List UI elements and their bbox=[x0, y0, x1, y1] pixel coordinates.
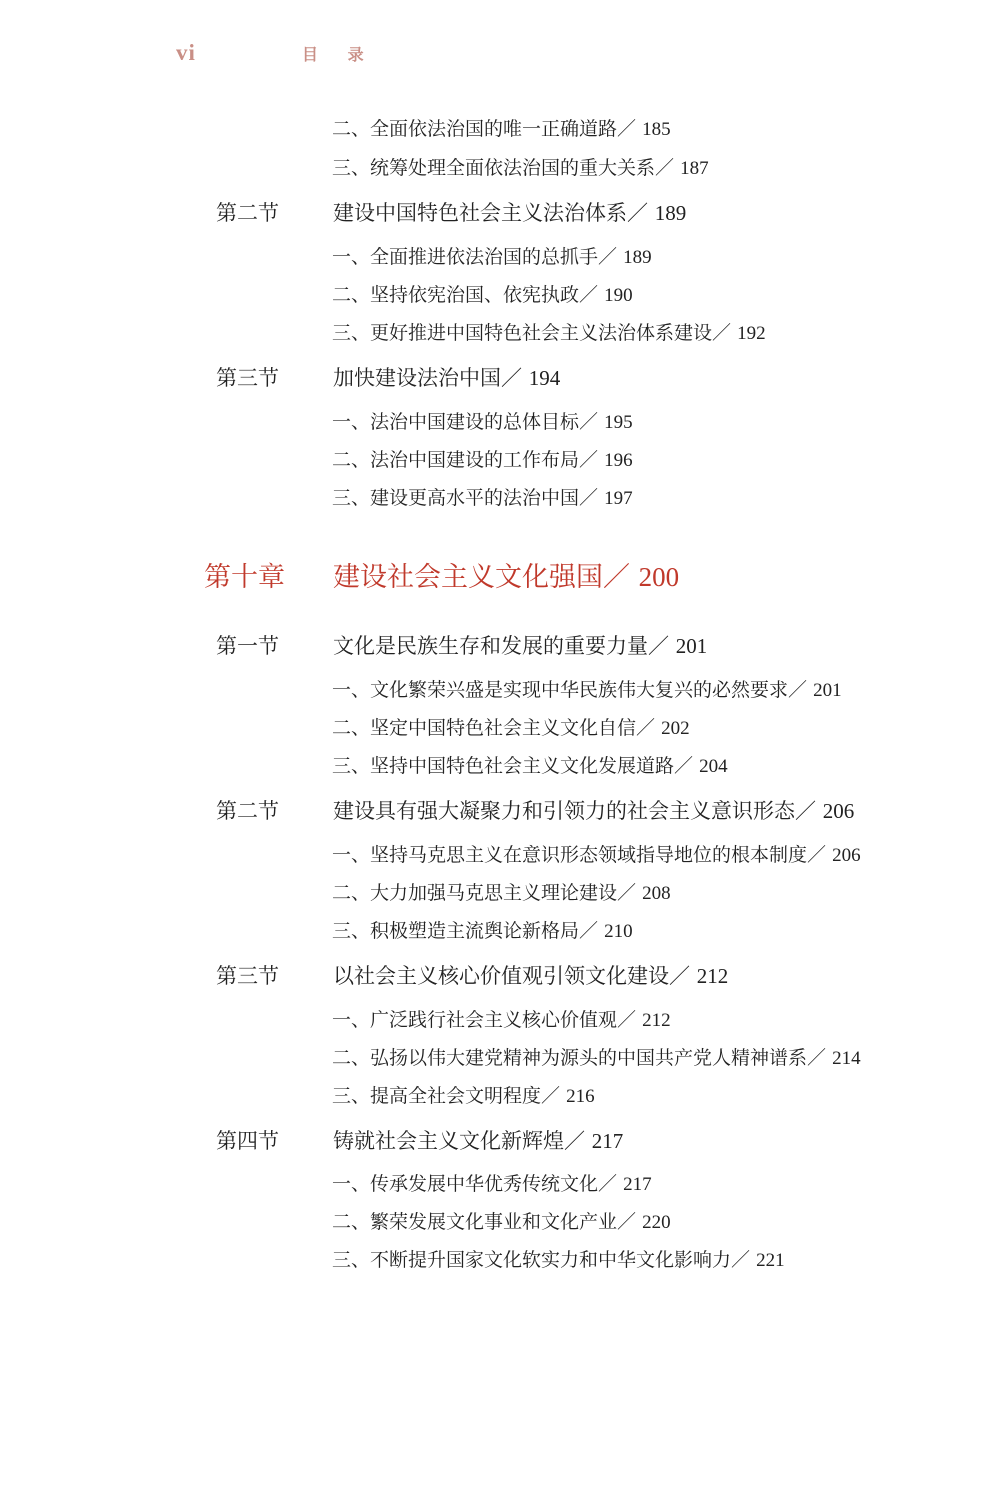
section-label: 第四节 bbox=[216, 1129, 279, 1153]
item-title: 一、传承发展中华优秀传统文化 bbox=[332, 1173, 599, 1195]
item-entry bbox=[332, 1081, 595, 1108]
item-entry bbox=[332, 1005, 671, 1032]
chapter-label: 第十章 bbox=[204, 562, 285, 593]
running-head: 目 录 bbox=[302, 45, 376, 64]
slash-separator: ／ bbox=[579, 920, 605, 942]
page-ref: 212 bbox=[696, 964, 729, 988]
item-title: 一、广泛践行社会主义核心价值观 bbox=[332, 1009, 618, 1031]
item-title: 三、积极塑造主流舆论新格局 bbox=[332, 920, 580, 942]
page-ref: 190 bbox=[604, 285, 633, 306]
page-ref: 214 bbox=[832, 1048, 861, 1069]
item-title: 三、更好推进中国特色社会主义法治体系建设 bbox=[332, 322, 713, 344]
slash-separator: ／ bbox=[617, 882, 643, 904]
slash-separator: ／ bbox=[788, 679, 814, 701]
item-title: 二、大力加强马克思主义理论建设 bbox=[332, 882, 618, 904]
item-title: 二、全面依法治国的唯一正确道路 bbox=[332, 118, 618, 140]
page-ref: 187 bbox=[680, 158, 709, 179]
item-entry bbox=[332, 916, 633, 943]
slash-separator: ／ bbox=[617, 1211, 643, 1233]
item-title: 一、坚持马克思主义在意识形态领域指导地位的根本制度 bbox=[332, 844, 808, 866]
item-entry bbox=[332, 318, 766, 345]
page-ref: 189 bbox=[654, 201, 687, 225]
page-ref: 216 bbox=[566, 1086, 595, 1107]
item-entry bbox=[332, 242, 652, 269]
section-label: 第三节 bbox=[216, 964, 279, 988]
page-ref: 210 bbox=[604, 921, 633, 942]
page-ref: 201 bbox=[813, 680, 842, 701]
item-title: 二、坚定中国特色社会主义文化自信 bbox=[332, 717, 637, 739]
section-label: 第三节 bbox=[216, 366, 279, 390]
section-entry bbox=[333, 795, 854, 825]
section-entry bbox=[333, 630, 707, 660]
section-entry bbox=[333, 197, 686, 227]
section-title: 建设中国特色社会主义法治体系 bbox=[333, 201, 627, 225]
item-entry bbox=[332, 751, 728, 778]
page-ref: 220 bbox=[642, 1212, 671, 1233]
section-title: 以社会主义核心价值观引领文化建设 bbox=[333, 964, 669, 988]
slash-separator: ／ bbox=[636, 717, 662, 739]
slash-separator: ／ bbox=[807, 844, 833, 866]
page-ref: 212 bbox=[642, 1010, 671, 1031]
page-ref: 206 bbox=[832, 845, 861, 866]
section-entry bbox=[333, 1125, 623, 1155]
page-ref: 200 bbox=[638, 562, 680, 592]
section-label: 第一节 bbox=[216, 634, 279, 658]
item-entry bbox=[332, 445, 633, 472]
section-title: 加快建设法治中国 bbox=[333, 366, 501, 390]
item-entry bbox=[332, 1043, 861, 1070]
slash-separator: ／ bbox=[617, 1009, 643, 1031]
slash-separator: ／ bbox=[655, 157, 681, 179]
slash-separator: ／ bbox=[669, 964, 697, 988]
slash-separator: ／ bbox=[598, 246, 624, 268]
slash-separator: ／ bbox=[807, 1047, 833, 1069]
slash-separator: ／ bbox=[603, 562, 639, 593]
item-title: 二、繁荣发展文化事业和文化产业 bbox=[332, 1211, 618, 1233]
item-entry bbox=[332, 713, 690, 740]
item-title: 一、全面推进依法治国的总抓手 bbox=[332, 246, 599, 268]
page-ref: 192 bbox=[737, 323, 766, 344]
page-number: vi bbox=[176, 40, 196, 65]
slash-separator: ／ bbox=[617, 118, 643, 140]
page-ref: 201 bbox=[675, 634, 708, 658]
slash-separator: ／ bbox=[627, 201, 655, 225]
slash-separator: ／ bbox=[579, 284, 605, 306]
slash-separator: ／ bbox=[795, 799, 823, 823]
item-entry bbox=[332, 840, 861, 867]
item-entry bbox=[332, 1169, 652, 1196]
slash-separator: ／ bbox=[579, 487, 605, 509]
page-ref: 217 bbox=[623, 1174, 652, 1195]
page-ref: 208 bbox=[642, 883, 671, 904]
item-entry bbox=[332, 407, 633, 434]
item-title: 三、统筹处理全面依法治国的重大关系 bbox=[332, 157, 656, 179]
item-entry bbox=[332, 1245, 785, 1272]
slash-separator: ／ bbox=[579, 449, 605, 471]
slash-separator: ／ bbox=[579, 411, 605, 433]
chapter-entry bbox=[333, 555, 679, 594]
slash-separator: ／ bbox=[674, 755, 700, 777]
section-title: 铸就社会主义文化新辉煌 bbox=[333, 1129, 564, 1153]
slash-separator: ／ bbox=[501, 366, 529, 390]
page-ref: 221 bbox=[756, 1250, 785, 1271]
page-ref: 195 bbox=[604, 412, 633, 433]
page-ref: 197 bbox=[604, 488, 633, 509]
slash-separator: ／ bbox=[731, 1249, 757, 1271]
page-header bbox=[0, 0, 990, 90]
item-entry bbox=[332, 483, 633, 510]
item-title: 一、法治中国建设的总体目标 bbox=[332, 411, 580, 433]
item-entry bbox=[332, 675, 842, 702]
slash-separator: ／ bbox=[648, 634, 676, 658]
page-ref: 194 bbox=[528, 366, 561, 390]
item-entry bbox=[332, 280, 633, 307]
item-entry bbox=[332, 153, 709, 180]
page-ref: 189 bbox=[623, 247, 652, 268]
item-entry bbox=[332, 1207, 671, 1234]
item-title: 二、坚持依宪治国、依宪执政 bbox=[332, 284, 580, 306]
slash-separator: ／ bbox=[541, 1085, 567, 1107]
section-title: 建设具有强大凝聚力和引领力的社会主义意识形态 bbox=[333, 799, 795, 823]
slash-separator: ／ bbox=[564, 1129, 592, 1153]
page-ref: 204 bbox=[699, 756, 728, 777]
slash-separator: ／ bbox=[598, 1173, 624, 1195]
section-title: 文化是民族生存和发展的重要力量 bbox=[333, 634, 648, 658]
page-ref: 185 bbox=[642, 119, 671, 140]
slash-separator: ／ bbox=[712, 322, 738, 344]
item-entry bbox=[332, 114, 671, 141]
page-ref: 217 bbox=[591, 1129, 624, 1153]
section-entry bbox=[333, 362, 560, 392]
page-ref: 202 bbox=[661, 718, 690, 739]
item-entry bbox=[332, 878, 671, 905]
page-ref: 196 bbox=[604, 450, 633, 471]
item-title: 三、提高全社会文明程度 bbox=[332, 1085, 542, 1107]
section-label: 第二节 bbox=[216, 799, 279, 823]
item-title: 三、建设更高水平的法治中国 bbox=[332, 487, 580, 509]
item-title: 三、不断提升国家文化软实力和中华文化影响力 bbox=[332, 1249, 732, 1271]
item-title: 三、坚持中国特色社会主义文化发展道路 bbox=[332, 755, 675, 777]
chapter-title: 建设社会主义文化强国 bbox=[333, 562, 603, 593]
page-ref: 206 bbox=[822, 799, 855, 823]
section-entry bbox=[333, 960, 728, 990]
section-label: 第二节 bbox=[216, 201, 279, 225]
item-title: 二、弘扬以伟大建党精神为源头的中国共产党人精神谱系 bbox=[332, 1047, 808, 1069]
item-title: 一、文化繁荣兴盛是实现中华民族伟大复兴的必然要求 bbox=[332, 679, 789, 701]
item-title: 二、法治中国建设的工作布局 bbox=[332, 449, 580, 471]
